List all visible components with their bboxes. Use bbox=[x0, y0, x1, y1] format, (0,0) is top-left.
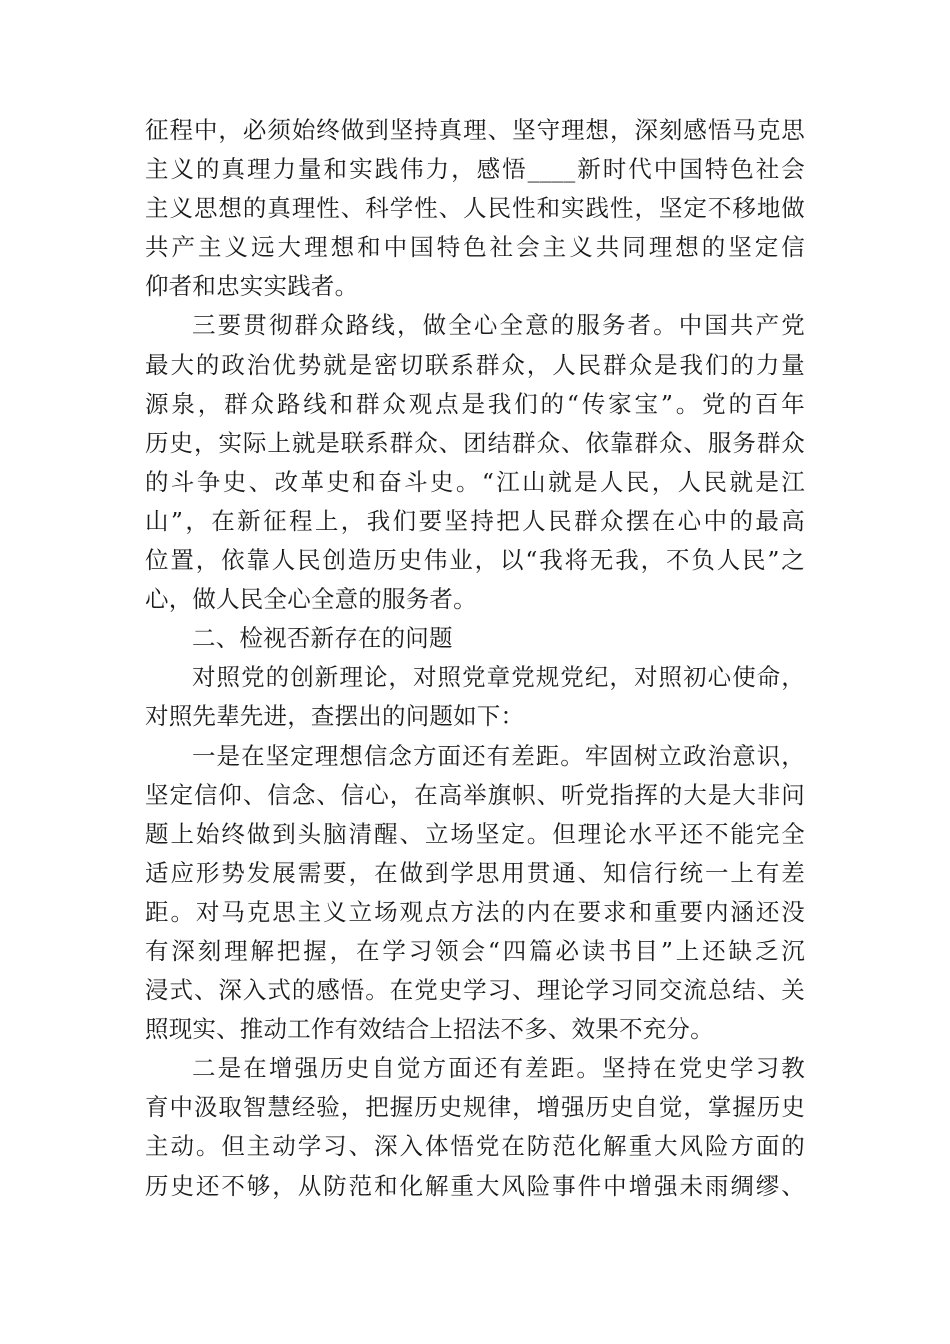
text-line: 的斗争史、改革史和奋斗史。“江山就是人民，人民就是江 bbox=[145, 467, 805, 496]
text-line: 二、检视否新存在的问题 bbox=[192, 624, 453, 653]
text-line: 育中汲取智慧经验，把握历史规律，增强历史自觉，掌握历史 bbox=[145, 1093, 805, 1122]
text-line: 主义的真理力量和实践伟力，感悟____新时代中国特色社会 bbox=[145, 155, 805, 184]
text-line: 位置，依靠人民创造历史伟业，以“我将无我，不负人民”之 bbox=[145, 546, 805, 575]
text-line: 历史，实际上就是联系群众、团结群众、依靠群众、服务群众 bbox=[145, 428, 805, 457]
text-line: 最大的政治优势就是密切联系群众，人民群众是我们的力量 bbox=[145, 350, 805, 379]
text-line: 主动。但主动学习、深入体悟党在防范化解重大风险方面的 bbox=[145, 1132, 805, 1161]
text-line: 山”，在新征程上，我们要坚持把人民群众摆在心中的最高 bbox=[145, 506, 805, 535]
text-line: 坚定信仰、信念、信心，在高举旗帜、听党指挥的大是大非问 bbox=[145, 780, 805, 809]
text-line: 共产主义远大理想和中国特色社会主义共同理想的坚定信 bbox=[145, 233, 805, 262]
text-line: 有深刻理解把握，在学习领会“四篇必读书目”上还缺乏沉 bbox=[145, 936, 805, 965]
text-line: 心，做人民全心全意的服务者。 bbox=[145, 585, 477, 614]
text-line: 对照先辈先进，查摆出的问题如下： bbox=[145, 702, 525, 731]
document-body bbox=[145, 111, 805, 1206]
text-line: 仰者和忠实实践者。 bbox=[145, 272, 359, 301]
text-line: 距。对马克思主义立场观点方法的内在要求和重要内涵还没 bbox=[145, 897, 805, 926]
text-line: 历史还不够，从防范和化解重大风险事件中增强未雨绸缪、 bbox=[145, 1171, 805, 1200]
text-line: 适应形势发展需要，在做到学思用贯通、知信行统一上有差 bbox=[145, 858, 805, 887]
text-line: 源泉，群众路线和群众观点是我们的“传家宝”。党的百年 bbox=[145, 389, 805, 418]
text-line: 一是在坚定理想信念方面还有差距。牢固树立政治意识， bbox=[192, 741, 805, 770]
text-line: 主义思想的真理性、科学性、人民性和实践性，坚定不移地做 bbox=[145, 194, 805, 223]
text-line: 二是在增强历史自觉方面还有差距。坚持在党史学习教 bbox=[192, 1054, 805, 1083]
text-line: 三要贯彻群众路线，做全心全意的服务者。中国共产党 bbox=[192, 311, 805, 340]
text-line: 题上始终做到头脑清醒、立场坚定。但理论水平还不能完全 bbox=[145, 819, 805, 848]
text-line: 浸式、深入式的感悟。在党史学习、理论学习同交流总结、关 bbox=[145, 976, 805, 1005]
text-line: 照现实、推动工作有效结合上招法不多、效果不充分。 bbox=[145, 1015, 714, 1044]
text-line: 对照党的创新理论，对照党章党规党纪，对照初心使命， bbox=[192, 663, 805, 692]
text-line: 征程中，必须始终做到坚持真理、坚守理想，深刻感悟马克思 bbox=[145, 116, 805, 144]
